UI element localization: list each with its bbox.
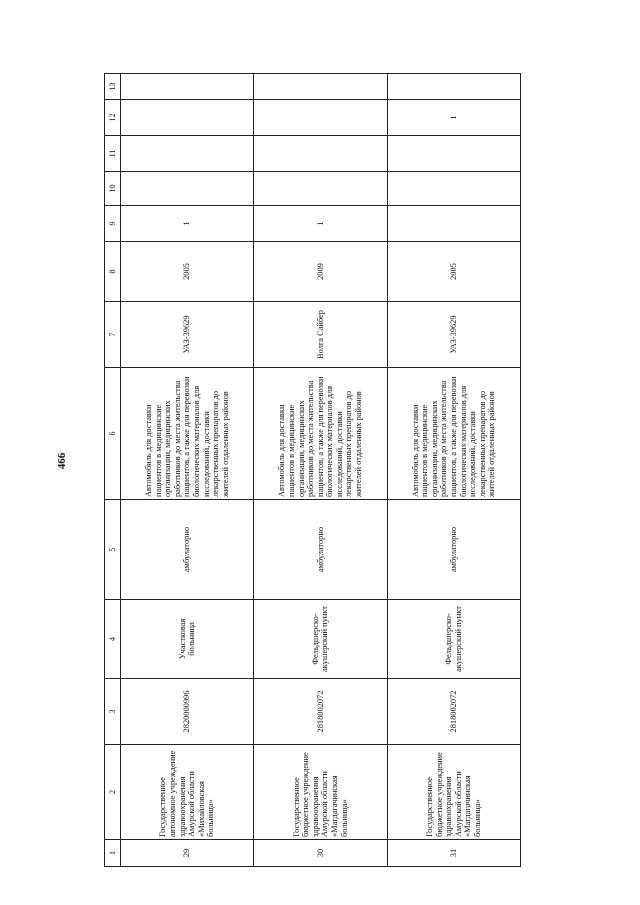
cell-col9: 1 (254, 206, 387, 242)
table-row (121, 74, 254, 867)
subdivision: Фельдшерско-акушерский пункт (254, 600, 387, 679)
cell-col12 (121, 100, 254, 136)
row-number: 30 (254, 840, 387, 867)
row-number: 29 (121, 840, 254, 867)
vehicle-purpose: Автомобиль для доставки пациентов в медицинские организации, медицинских работников до места жительства пациентов, а также для перевозки биологических материалов для исследований, доставки лекарственных препаратов до жителей отдаленных районов (121, 368, 254, 500)
cell-col10 (254, 172, 387, 206)
vehicle-model: УАЗ-39629 (121, 302, 254, 368)
cell-col13 (121, 74, 254, 100)
organization-code: 2818002072 (387, 679, 520, 745)
col-number: 6 (105, 368, 121, 500)
column-number-row (105, 74, 121, 867)
cell-col13 (387, 74, 520, 100)
col-number: 7 (105, 302, 121, 368)
table-row (254, 74, 387, 867)
cell-col9 (387, 206, 520, 242)
vehicle-purpose: Автомобиль для доставки пациентов в медицинские организации, медицинских работников до места жительства пациентов, а также для перевозки биологических материалов для исследований, доставки лекарственных препаратов до жителей отдаленных районов (254, 368, 387, 500)
cell-col13 (254, 74, 387, 100)
vehicle-model: УАЗ-39629 (387, 302, 520, 368)
page-number: 466 (56, 452, 68, 470)
vehicle-year: 2005 (121, 242, 254, 302)
col-number: 3 (105, 679, 121, 745)
cell-col11 (121, 136, 254, 172)
vehicle-year: 2009 (254, 242, 387, 302)
cell-col11 (387, 136, 520, 172)
cell-col11 (254, 136, 387, 172)
col-number: 9 (105, 206, 121, 242)
vehicle-purpose: Автомобиль для доставки пациентов в медицинские организации, медицинских работников до места жительства пациентов, а также для перевозки биологических материалов для исследований, доставки лекарственных препаратов до жителей отдаленных районов (387, 368, 520, 500)
vehicle-year: 2005 (387, 242, 520, 302)
cell-col9: 1 (121, 206, 254, 242)
col-number: 10 (105, 172, 121, 206)
col-number: 13 (105, 74, 121, 100)
vehicle-table (104, 73, 521, 867)
organization-code: 2820000996 (121, 679, 254, 745)
organization-name: Государственное бюджетное учреждение здравоохранения Амурской области «Магдагачинская больница» (254, 745, 387, 840)
vehicle-model: Волга Сайбер (254, 302, 387, 368)
col-number: 1 (105, 840, 121, 867)
cell-col10 (121, 172, 254, 206)
cell-col12 (254, 100, 387, 136)
col-number: 11 (105, 136, 121, 172)
rotated-table-frame (104, 74, 521, 867)
col-number: 12 (105, 100, 121, 136)
cell-col10 (387, 172, 520, 206)
cell-col12: 1 (387, 100, 520, 136)
col-number: 8 (105, 242, 121, 302)
row-number: 31 (387, 840, 520, 867)
subdivision: Участковая больница (121, 600, 254, 679)
col-number: 4 (105, 600, 121, 679)
col-number: 2 (105, 745, 121, 840)
table-container (104, 74, 521, 867)
table-row (387, 74, 520, 867)
col-number: 5 (105, 500, 121, 600)
subdivision: Фельдшерско-акушерский пункт (387, 600, 520, 679)
care-type: амбулаторно (387, 500, 520, 600)
organization-name: Государственное автономное учреждение здравоохранения Амурской области «Михайловская больница» (121, 745, 254, 840)
care-type: амбулаторно (121, 500, 254, 600)
care-type: амбулаторно (254, 500, 387, 600)
organization-code: 2818002072 (254, 679, 387, 745)
organization-name: Государственное бюджетное учреждение здравоохранения Амурской области «Магдагачинская больница» (387, 745, 520, 840)
